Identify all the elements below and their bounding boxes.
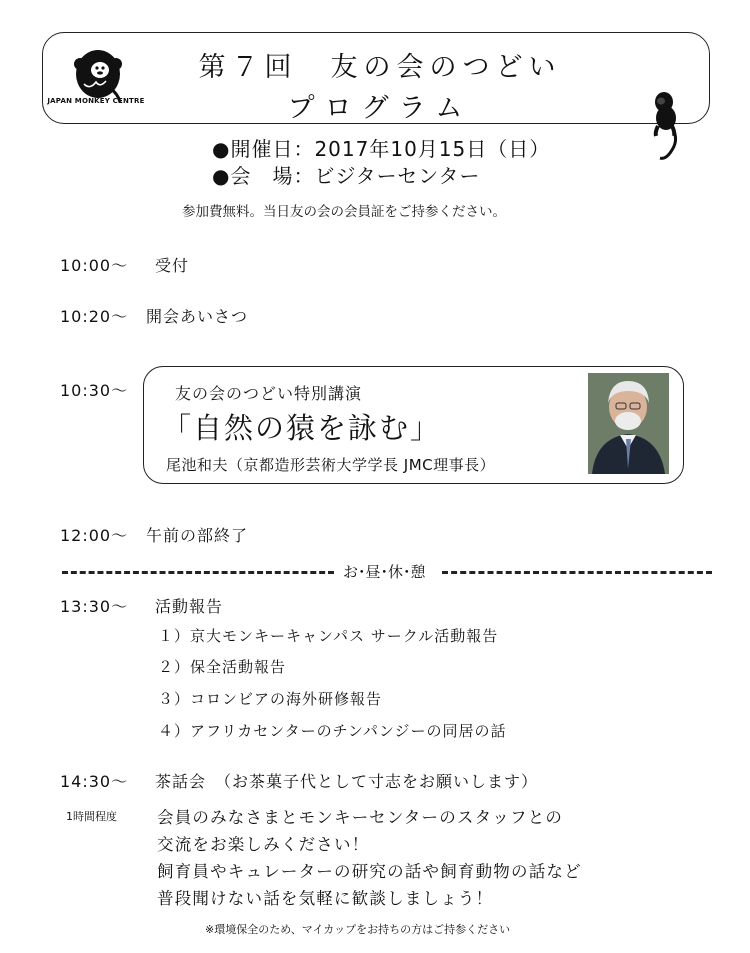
lunch-break-label: お･昼･休･憩 bbox=[343, 563, 426, 581]
schedule-time: 10:20〜 bbox=[60, 307, 129, 326]
lecture-title: 「自然の猿を詠む」 bbox=[162, 411, 442, 445]
divider-right bbox=[442, 571, 712, 574]
tea-desc-line: 会員のみなさまとモンキーセンターのスタッフとの bbox=[157, 808, 564, 827]
page-title: 第７回 友の会のつどい bbox=[198, 52, 562, 83]
activity-label: 活動報告 bbox=[155, 597, 224, 616]
schedule-label: 受付 bbox=[155, 256, 190, 275]
tea-desc-line: 交流をお楽しみください！ bbox=[157, 835, 370, 854]
admission-note: 参加費無料。当日友の会の会員証をご持参ください。 bbox=[182, 204, 506, 220]
schedule-time: 12:00〜 bbox=[60, 526, 129, 545]
lecture-subtitle: 友の会のつどい特別講演 bbox=[175, 384, 363, 403]
tea-desc-line: 普段聞けない話を気軽に歓談しましょう！ bbox=[157, 889, 494, 908]
schedule-label: 午前の部終了 bbox=[146, 526, 249, 545]
schedule-time: 13:30〜 bbox=[60, 597, 129, 616]
report-item: ３）コロンビアの海外研修報告 bbox=[158, 690, 383, 708]
footnote: ※環境保全のため、マイカップをお持ちの方はご持参ください bbox=[205, 923, 511, 936]
schedule-label: 開会あいさつ bbox=[146, 307, 249, 326]
lecture-speaker: 尾池和夫（京都造形芸術大学学長 JMC理事長） bbox=[166, 456, 496, 474]
logo-text: JAPAN MONKEY CENTRE bbox=[47, 97, 145, 105]
page-subtitle: プログラム bbox=[287, 93, 473, 124]
tea-label: 茶話会 （お茶菓子代として寸志をお願いします） bbox=[155, 772, 539, 791]
tea-desc-line: 飼育員やキュレーターの研究の話や飼育動物の話など bbox=[157, 862, 582, 881]
report-item: ２）保全活動報告 bbox=[158, 658, 287, 676]
report-item: ４）アフリカセンターのチンパンジーの同居の話 bbox=[158, 722, 507, 740]
speaker-photo bbox=[588, 373, 669, 474]
schedule-time: 10:30〜 bbox=[60, 381, 129, 400]
speaker-portrait-icon bbox=[588, 373, 669, 474]
event-date: ●開催日：2017年10月15日（日） bbox=[212, 137, 551, 161]
hanging-monkey-icon bbox=[646, 84, 686, 164]
schedule-time: 10:00〜 bbox=[60, 256, 129, 275]
duration-label: 1時間程度 bbox=[66, 810, 117, 823]
schedule-time: 14:30〜 bbox=[60, 772, 129, 791]
divider-left bbox=[62, 571, 334, 574]
report-item: １）京大モンキーキャンパス サークル活動報告 bbox=[158, 627, 499, 645]
event-venue: ●会 場：ビジターセンター bbox=[212, 164, 481, 188]
